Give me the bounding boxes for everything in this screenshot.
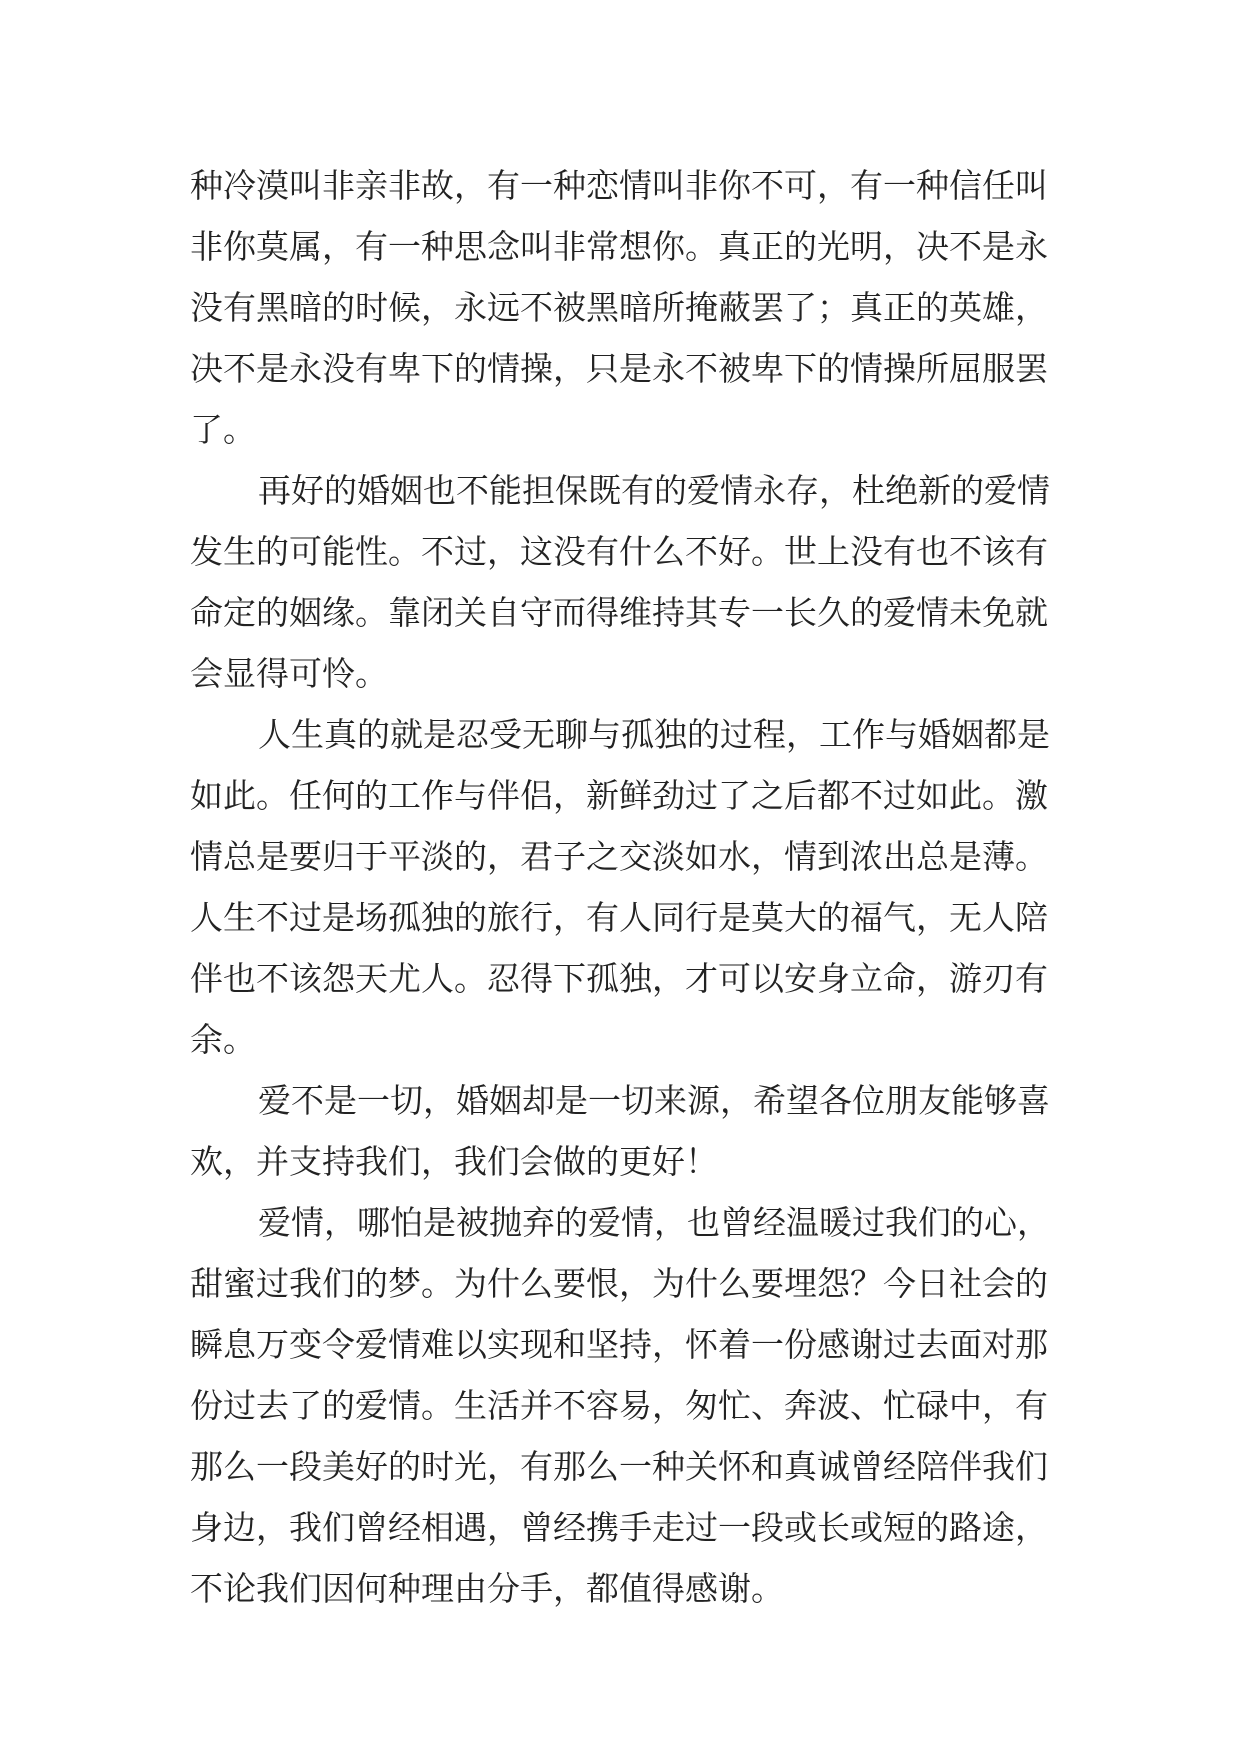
paragraph-first-line: 再好的婚姻也不能担保既有的爱情永存，杜绝新的爱情 — [258, 471, 1050, 510]
text-line: 身边，我们曾经相遇，曾经携手走过一段或长或短的路途， — [190, 1508, 1048, 1547]
text-line: 非你莫属，有一种思念叫非常想你。真正的光明，决不是永 — [190, 227, 1048, 266]
text-line: 种冷漠叫非亲非故，有一种恋情叫非你不可，有一种信任叫 — [190, 166, 1048, 205]
text-line: 命定的姻缘。靠闭关自守而得维持其专一长久的爱情未免就 — [190, 593, 1048, 632]
text-line: 了。 — [190, 410, 256, 449]
paragraph-first-line: 人生真的就是忍受无聊与孤独的过程，工作与婚姻都是 — [258, 715, 1050, 754]
text-line: 人生不过是场孤独的旅行，有人同行是莫大的福气，无人陪 — [190, 898, 1048, 937]
text-line: 会显得可怜。 — [190, 654, 388, 693]
text-line: 决不是永没有卑下的情操，只是永不被卑下的情操所屈服罢 — [190, 349, 1048, 388]
text-line: 伴也不该怨天尤人。忍得下孤独，才可以安身立命，游刃有 — [190, 959, 1048, 998]
text-line: 发生的可能性。不过，这没有什么不好。世上没有也不该有 — [190, 532, 1048, 571]
text-line: 不论我们因何种理由分手，都值得感谢。 — [190, 1569, 784, 1608]
paragraph-first-line: 爱不是一切，婚姻却是一切来源，希望各位朋友能够喜 — [258, 1081, 1050, 1120]
text-line: 瞬息万变令爱情难以实现和坚持，怀着一份感谢过去面对那 — [190, 1325, 1048, 1364]
text-line: 余。 — [190, 1020, 256, 1059]
text-line: 甜蜜过我们的梦。为什么要恨，为什么要埋怨？今日社会的 — [190, 1264, 1048, 1303]
text-line: 份过去了的爱情。生活并不容易，匆忙、奔波、忙碌中，有 — [190, 1386, 1048, 1425]
text-line: 没有黑暗的时候，永远不被黑暗所掩蔽罢了；真正的英雄， — [190, 288, 1048, 327]
text-line: 情总是要归于平淡的，君子之交淡如水，情到浓出总是薄。 — [190, 837, 1048, 876]
text-line: 那么一段美好的时光，有那么一种关怀和真诚曾经陪伴我们 — [190, 1447, 1048, 1486]
paragraph-first-line: 爱情，哪怕是被抛弃的爱情，也曾经温暖过我们的心， — [258, 1203, 1050, 1242]
text-line: 如此。任何的工作与伴侣，新鲜劲过了之后都不过如此。激 — [190, 776, 1048, 815]
text-line: 欢，并支持我们，我们会做的更好！ — [190, 1142, 718, 1181]
